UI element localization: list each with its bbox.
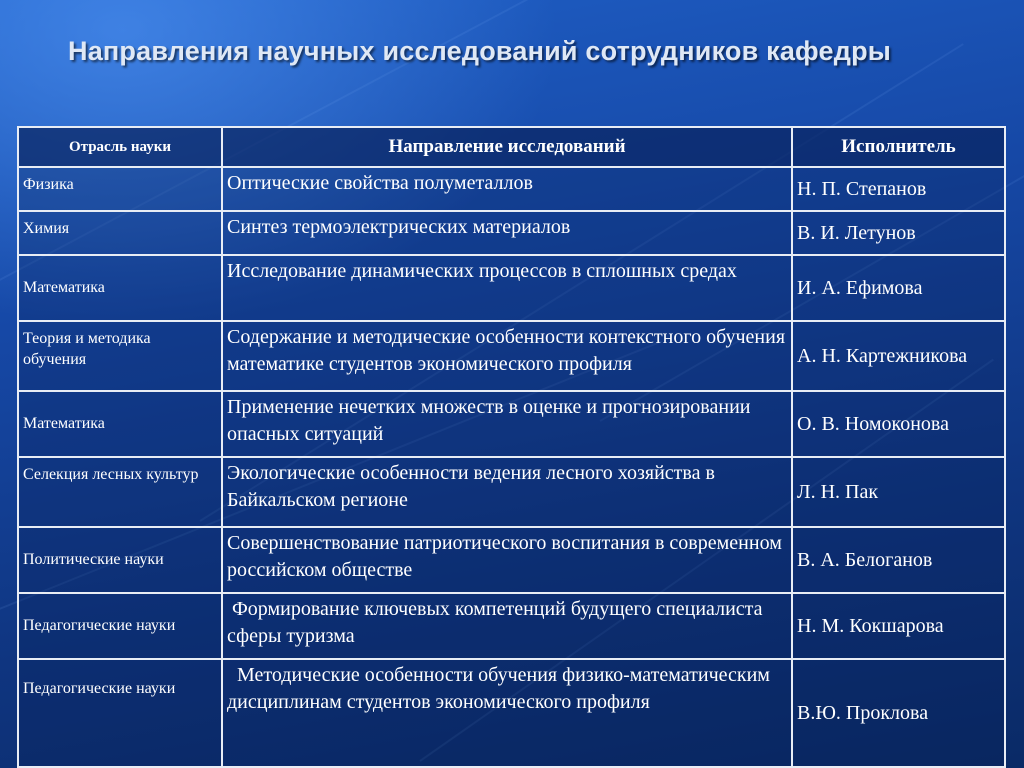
cell-field: Физика	[18, 167, 222, 211]
cell-direction: Исследование динамических процессов в сплошных средах	[222, 255, 792, 321]
cell-field: Селекция лесных культур	[18, 457, 222, 527]
cell-field: Химия	[18, 211, 222, 255]
cell-field: Педагогические науки	[18, 593, 222, 659]
cell-field: Математика	[18, 391, 222, 457]
table-header-row	[18, 127, 1005, 167]
slide-title: Направления научных исследований сотрудников кафедры	[68, 36, 892, 66]
table-row	[18, 659, 1005, 767]
header-field: Отрасль науки	[18, 127, 222, 167]
table-row	[18, 321, 1005, 391]
cell-direction: Методические особенности обучения физико-математическим дисциплинам студентов экономического профиля	[222, 659, 792, 767]
table-row	[18, 255, 1005, 321]
cell-direction: Совершенствование патриотического воспитания в современном российском обществе	[222, 527, 792, 593]
cell-field: Теория и методика обучения	[18, 321, 222, 391]
cell-executor: О. В. Номоконова	[792, 391, 1005, 457]
cell-direction: Синтез термоэлектрических материалов	[222, 211, 792, 255]
cell-field: Политические науки	[18, 527, 222, 593]
table-row	[18, 211, 1005, 255]
cell-direction: Оптические свойства полуметаллов	[222, 167, 792, 211]
cell-executor: В. А. Белоганов	[792, 527, 1005, 593]
cell-field: Педагогические науки	[18, 659, 222, 767]
cell-executor: Н. П. Степанов	[792, 167, 1005, 211]
cell-executor: А. Н. Картежникова	[792, 321, 1005, 391]
header-executor: Исполнитель	[792, 127, 1005, 167]
cell-executor: И. А. Ефимова	[792, 255, 1005, 321]
cell-executor: В.Ю. Проклова	[792, 659, 1005, 767]
cell-direction: Применение нечетких множеств в оценке и прогнозировании опасных ситуаций	[222, 391, 792, 457]
cell-executor: В. И. Летунов	[792, 211, 1005, 255]
cell-field: Математика	[18, 255, 222, 321]
table-row	[18, 457, 1005, 527]
table-row	[18, 593, 1005, 659]
cell-executor: Л. Н. Пак	[792, 457, 1005, 527]
cell-executor: Н. М. Кокшарова	[792, 593, 1005, 659]
research-directions-table	[17, 126, 1006, 768]
table-row	[18, 391, 1005, 457]
cell-direction: Экологические особенности ведения лесного хозяйства в Байкальском регионе	[222, 457, 792, 527]
cell-direction: Содержание и методические особенности контекстного обучения математике студентов экономического профиля	[222, 321, 792, 391]
table-row	[18, 167, 1005, 211]
header-direction: Направление исследований	[222, 127, 792, 167]
table-row	[18, 527, 1005, 593]
cell-direction: Формирование ключевых компетенций будущего специалиста сферы туризма	[222, 593, 792, 659]
